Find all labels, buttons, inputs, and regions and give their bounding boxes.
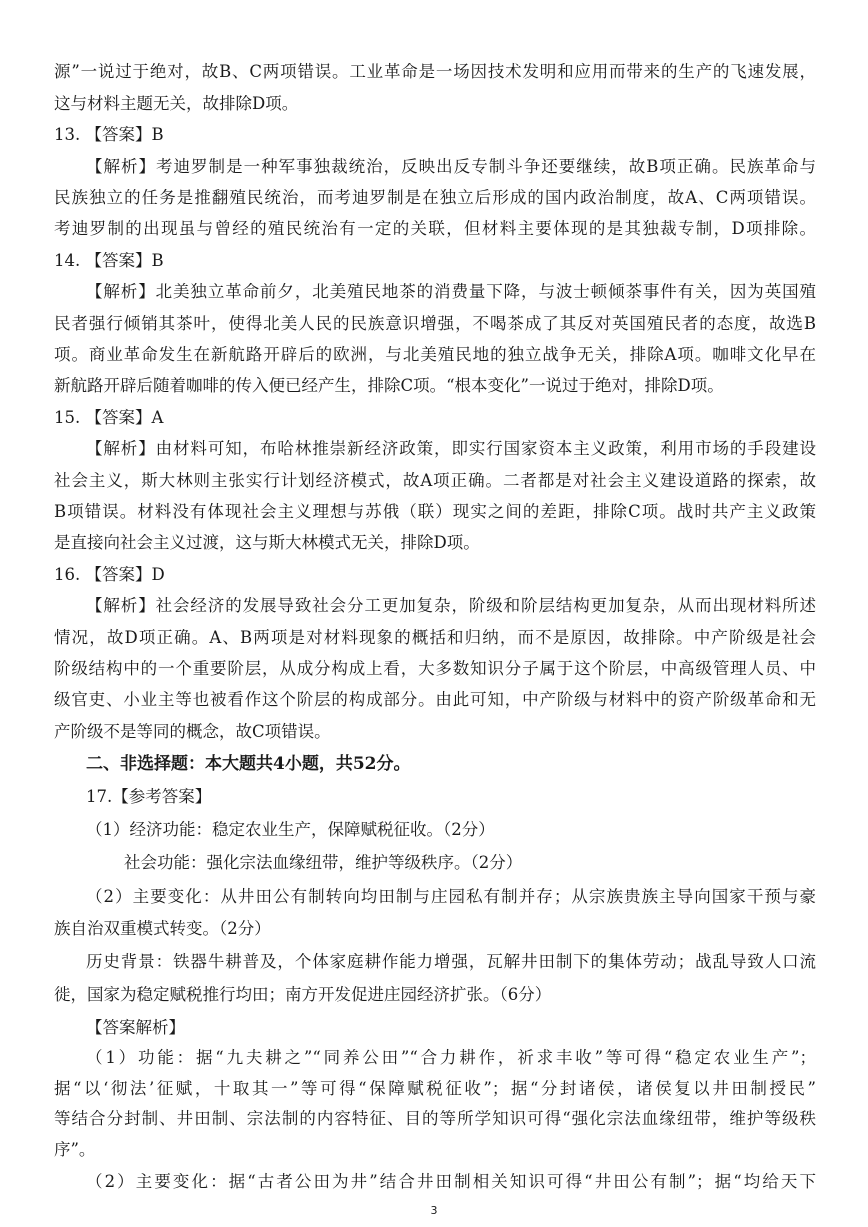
text-line: 情况，故D项正确。A、B两项是对材料现象的概括和归纳，而不是原因，故排除。中产阶级是社会: [54, 628, 816, 647]
text-line: （1）经济功能：稳定农业生产，保障赋税征收。（2分）: [86, 820, 495, 839]
reference-answer-heading: 17.【参考答案】: [86, 787, 212, 806]
text-line: 族自治双重模式转变。（2分）: [54, 919, 271, 938]
page-number: 3: [430, 1204, 438, 1217]
answer-heading-14: 14. 【答案】B: [54, 251, 164, 270]
text-line: B项错误。材料没有体现社会主义理想与苏俄（联）现实之间的差距，排除C项。战时共产主义政策: [54, 502, 816, 521]
text-line: 考迪罗制的出现虽与曾经的殖民统治有一定的关联，但材料主要体现的是其独裁专制，D项排除。: [54, 219, 816, 238]
text-line: 等结合分封制、井田制、宗法制的内容特征、目的等所学知识可得“强化宗法血缘纽带，维护等级秩: [54, 1109, 816, 1128]
answer-analysis-heading: 【答案解析】: [86, 1018, 185, 1037]
text-line: 序”。: [54, 1140, 96, 1159]
text-line: 是直接向社会主义过渡，这与斯大林模式无关，排除D项。: [54, 533, 480, 552]
text-line: 【解析】由材料可知，布哈林推崇新经济政策，即实行国家资本主义政策，利用市场的手段建设: [86, 439, 816, 458]
text-line: 源”一说过于绝对，故B、C两项错误。工业革命是一场因技术发明和应用而带来的生产的飞速发展，: [54, 62, 816, 81]
answer-heading-16: 16. 【答案】D: [54, 565, 165, 584]
text-line: 社会功能：强化宗法血缘纽带，维护等级秩序。（2分）: [124, 853, 523, 872]
text-line: （2）主要变化：从井田公有制转向均田制与庄园私有制并存；从宗族贵族主导向国家干预与豪: [86, 887, 816, 906]
text-line: 社会主义，斯大林则主张实行计划经济模式，故A项正确。二者都是对社会主义建设道路的探索，故: [54, 471, 816, 490]
text-line: 历史背景：铁器牛耕普及，个体家庭耕作能力增强，瓦解井田制下的集体劳动；战乱导致人口流: [86, 952, 816, 971]
section-heading: 二、非选择题：本大题共4小题，共52分。: [86, 754, 411, 774]
text-line: （1）功能：据“九夫耕之”“同养公田”“合力耕作，祈求丰收”等可得“稳定农业生产”；: [86, 1048, 816, 1067]
text-line: 项。商业革命发生在新航路开辟后的欧洲，与北美殖民地的独立战争无关，排除A项。咖啡文化早在: [54, 345, 816, 364]
text-line: 【解析】社会经济的发展导致社会分工更加复杂，阶级和阶层结构更加复杂，从而出现材料所述: [86, 596, 816, 615]
text-line: 产阶级不是等同的概念，故C项错误。: [54, 722, 331, 741]
text-line: （2）主要变化：据“古者公田为井”结合井田制相关知识可得“井田公有制”；据“均给天下: [86, 1172, 816, 1191]
text-line: 【解析】考迪罗制是一种军事独裁统治，反映出反专制斗争还要继续，故B项正确。民族革命与: [86, 157, 816, 176]
text-line: 民者强行倾销其茶叶，使得北美人民的民族意识增强，不喝茶成了其反对英国殖民者的态度，故选B: [54, 314, 816, 333]
text-line: 【解析】北美独立革命前夕，北美殖民地茶的消费量下降，与波士顿倾茶事件有关，因为英国殖: [86, 282, 816, 301]
answer-heading-13: 13. 【答案】B: [54, 125, 164, 144]
text-line: 阶级结构中的一个重要阶层，从成分构成上看，大多数知识分子属于这个阶层，中高级管理人员、中: [54, 659, 816, 678]
text-line: 这与材料主题无关，故排除D项。: [54, 94, 299, 113]
answer-heading-15: 15. 【答案】A: [54, 408, 164, 427]
text-line: 新航路开辟后随着咖啡的传入便已经产生，排除C项。“根本变化”一说过于绝对，排除D项。: [54, 376, 724, 395]
text-line: 据“以‘彻法’征赋，十取其一”等可得“保障赋税征收”；据“分封诸侯，诸侯复以井田制授民”: [54, 1079, 816, 1098]
text-line: 民族独立的任务是推翻殖民统治，而考迪罗制是在独立后形成的国内政治制度，故A、C两项错误。: [54, 188, 816, 207]
text-line: 级官吏、小业主等也被看作这个阶层的构成部分。由此可知，中产阶级与材料中的资产阶级革命和无: [54, 690, 816, 709]
text-line: 徙，国家为稳定赋税推行均田；南方开发促进庄园经济扩张。（6分）: [54, 985, 552, 1004]
